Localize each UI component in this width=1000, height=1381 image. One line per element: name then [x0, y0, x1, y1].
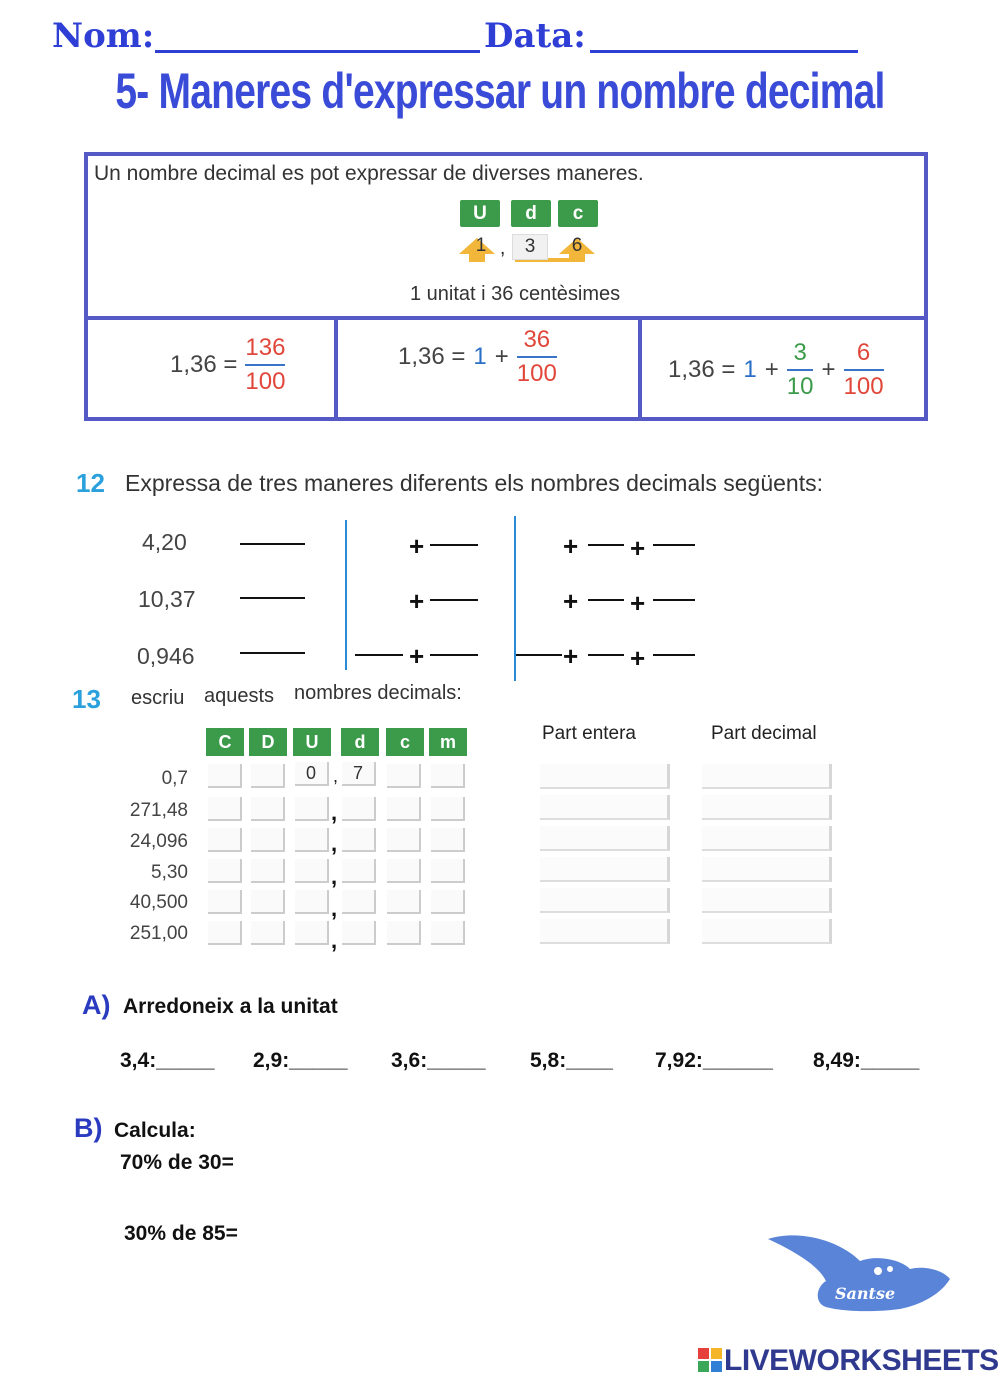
section-b-letter: B): [74, 1113, 103, 1143]
grid-cell[interactable]: [431, 921, 465, 945]
eq2-fraction: [517, 326, 557, 388]
part-entera-cell[interactable]: [540, 857, 670, 882]
grid-cell[interactable]: [387, 828, 421, 852]
eq2-numerator: 36: [523, 326, 551, 353]
round-item-2[interactable]: 2,9:_____: [253, 1049, 348, 1072]
grid-cell[interactable]: [251, 890, 285, 914]
grid-cell[interactable]: [295, 921, 329, 945]
name-label: Nom:: [52, 16, 155, 56]
ex12-row-2-plus-c2: +: [630, 588, 646, 618]
grid-cell[interactable]: [431, 797, 465, 821]
header-tile-c: c: [386, 728, 424, 756]
fraction-bar: [245, 364, 285, 366]
ex12-row-3-number: 0,946: [137, 643, 195, 669]
ex12-row-2-blank-c2[interactable]: [653, 599, 695, 601]
ex12-row-1-blank-c2[interactable]: [653, 544, 695, 546]
eq2-plus: +: [494, 343, 509, 370]
round-item-3[interactable]: 3,6:_____: [391, 1049, 486, 1072]
grid-cell[interactable]: [342, 890, 376, 914]
ex13-row-3-number: 24,096: [129, 831, 188, 852]
ex12-row-3-plus-c2: +: [630, 643, 646, 673]
eq3-whole: 1: [743, 356, 757, 383]
grid-cell[interactable]: [208, 828, 242, 852]
ex12-row-2-number: 10,37: [138, 586, 196, 612]
grid-cell[interactable]: [431, 828, 465, 852]
equation-3: [668, 339, 884, 401]
grid-cell[interactable]: [295, 797, 329, 821]
date-label: Data:: [484, 16, 586, 56]
grid-cell[interactable]: [295, 890, 329, 914]
part-entera-cell[interactable]: [540, 888, 670, 913]
liveworksheets-brand[interactable]: LIVEWORKSHEETS: [724, 1344, 999, 1377]
ex12-row-3-blank-b[interactable]: [430, 654, 478, 656]
ex12-row-1-plus-c1: +: [563, 531, 579, 561]
header-tile-C: C: [206, 728, 244, 756]
ex12-row-1-blank-a[interactable]: [240, 543, 305, 545]
eq1-numerator: 136: [245, 334, 286, 361]
fraction-bar: [844, 369, 884, 371]
ex12-row-3-blank-c1[interactable]: [588, 654, 624, 656]
part-decimal-cell[interactable]: [702, 764, 832, 789]
eq3-numerator-1: 3: [793, 339, 807, 366]
percent-item-1[interactable]: 70% de 30=: [120, 1151, 234, 1174]
grid-cell[interactable]: [387, 797, 421, 821]
grid-cell[interactable]: [208, 764, 242, 788]
part-decimal-cell[interactable]: [702, 857, 832, 882]
grid-cell[interactable]: [251, 828, 285, 852]
ex12-row-1-plus-c2: +: [630, 533, 646, 563]
section-b-title: Calcula:: [114, 1119, 196, 1142]
round-item-5[interactable]: 7,92:______: [655, 1049, 773, 1072]
section-a-letter: A): [82, 990, 111, 1020]
grid-cell[interactable]: [251, 859, 285, 883]
part-decimal-cell[interactable]: [702, 826, 832, 851]
eq2-whole: 1: [473, 343, 487, 370]
exercise-13-text-1: escriu: [131, 687, 185, 709]
signature-text: Santse: [835, 1284, 896, 1303]
percent-item-2[interactable]: 30% de 85=: [124, 1222, 238, 1245]
ex12-row-2-blank-a[interactable]: [240, 597, 305, 599]
exercise-13-text-3: nombres decimals:: [294, 682, 462, 704]
grid-cell[interactable]: [387, 764, 421, 788]
ex12-row-1-number: 4,20: [142, 529, 187, 555]
tile-tenths: d: [511, 200, 551, 227]
grid-cell[interactable]: [431, 890, 465, 914]
ex13-row-6-number: 251,00: [129, 923, 188, 944]
divider-1: [345, 520, 347, 670]
ex12-row-2-blank-c1[interactable]: [588, 599, 624, 601]
divider-2: [514, 516, 516, 681]
grid-cell[interactable]: [342, 797, 376, 821]
intro-caption: 1 unitat i 36 centèsimes: [410, 283, 621, 305]
ex13-row-4-number: 5,30: [151, 862, 188, 883]
grid-cell[interactable]: [387, 921, 421, 945]
eq3-plus-1: +: [764, 356, 779, 383]
digit-unit: 1: [475, 235, 487, 256]
ex12-row-3-blank-b0[interactable]: [355, 654, 403, 656]
exercise-12-text: Expressa de tres maneres diferents els nombres decimals següents:: [125, 470, 823, 496]
eq3-denominator-1: 10: [786, 373, 814, 400]
grid-cell[interactable]: [387, 859, 421, 883]
digit-hundredths: 6: [571, 235, 583, 256]
grid-comma: ,: [331, 831, 338, 856]
ex12-row-1-plus-b: +: [409, 531, 425, 561]
ex12-row-2-plus-c1: +: [563, 586, 579, 616]
grid-cell[interactable]: [251, 921, 285, 945]
eq1-lhs: 1,36 =: [170, 351, 238, 378]
fraction-bar: [517, 356, 557, 358]
grid-comma: ,: [331, 864, 338, 889]
round-item-4[interactable]: 5,8:____: [530, 1049, 613, 1072]
ex12-row-3-blank-c0[interactable]: [516, 654, 562, 656]
ex12-row-1-blank-b[interactable]: [430, 544, 478, 546]
part-entera-cell[interactable]: [540, 919, 670, 944]
eq2-denominator: 100: [516, 360, 557, 387]
part-decimal-cell[interactable]: [702, 919, 832, 944]
ex13-row-5-number: 40,500: [129, 892, 188, 913]
grid-cell[interactable]: [251, 764, 285, 788]
page-title: 5- Maneres d'expressar un nombre decimal: [115, 63, 885, 119]
round-item-1[interactable]: 3,4:_____: [120, 1049, 215, 1072]
grid-cell[interactable]: [431, 859, 465, 883]
ex12-row-2-plus-b: +: [409, 586, 425, 616]
exercise-13-number: 13: [72, 684, 101, 714]
header-tile-m: m: [429, 728, 467, 756]
logo-eye-icon: [887, 1266, 893, 1272]
eq3-plus-2: +: [821, 356, 836, 383]
eq2-lhs: 1,36 =: [398, 343, 466, 370]
ex13-row-1-number: 0,7: [161, 768, 188, 789]
date-blank-line[interactable]: [590, 50, 858, 53]
part-decimal-label: Part decimal: [711, 723, 817, 744]
ex12-row-1-blank-c1[interactable]: [588, 544, 624, 546]
header-tile-U: U: [293, 728, 331, 756]
intro-text: Un nombre decimal es pot expressar de diverses maneres.: [94, 162, 644, 185]
grid-cell[interactable]: [208, 859, 242, 883]
ex12-row-3-blank-c2[interactable]: [653, 654, 695, 656]
eq1-denominator: 100: [245, 368, 286, 395]
tile-hundredths: c: [558, 200, 598, 227]
section-a-title: Arredoneix a la unitat: [123, 995, 338, 1018]
grid-cell[interactable]: [431, 764, 465, 788]
ex12-row-3-plus-c1: +: [563, 641, 579, 671]
grid-cell[interactable]: [342, 921, 376, 945]
ex12-row-3-plus-b: +: [409, 641, 425, 671]
digit-comma: ,: [500, 238, 506, 259]
logo-eye-icon: [874, 1267, 882, 1275]
grid-cell[interactable]: [251, 797, 285, 821]
example-comma: ,: [333, 766, 339, 786]
grid-cell[interactable]: [295, 859, 329, 883]
part-entera-cell[interactable]: [540, 826, 670, 851]
grid-cell[interactable]: [342, 828, 376, 852]
exercise-12-number: 12: [76, 468, 105, 498]
header-tile-D: D: [249, 728, 287, 756]
part-decimal-cell[interactable]: [702, 888, 832, 913]
grid-cell-example-tenths: 7: [342, 762, 376, 786]
header-tile-d: d: [341, 728, 379, 756]
part-entera-cell[interactable]: [540, 764, 670, 789]
equation-2: [398, 326, 557, 388]
santse-logo: [760, 1225, 955, 1317]
grid-cell[interactable]: [208, 921, 242, 945]
grid-cell[interactable]: [208, 797, 242, 821]
fraction-bar: [787, 369, 814, 371]
grid-comma: ,: [331, 800, 338, 825]
liveworksheets-icon: [698, 1348, 722, 1372]
round-item-6[interactable]: 8,49:_____: [813, 1049, 920, 1072]
ex12-row-2-blank-b[interactable]: [430, 599, 478, 601]
eq1-fraction: [245, 334, 285, 396]
digit-tenths: 3: [512, 234, 548, 260]
part-entera-label: Part entera: [542, 723, 636, 744]
part-decimal-cell[interactable]: [702, 795, 832, 820]
ex12-row-3-blank-a[interactable]: [240, 652, 305, 654]
eq3-fraction-1: [787, 339, 814, 401]
eq3-denominator-2: 100: [843, 373, 884, 400]
name-blank-line[interactable]: [155, 50, 480, 53]
eq3-fraction-2: [844, 339, 884, 401]
ex13-row-2-number: 271,48: [129, 800, 188, 821]
eq3-numerator-2: 6: [856, 339, 871, 366]
tile-unit: U: [460, 200, 500, 227]
exercise-13-text-2: aquests: [204, 685, 275, 707]
grid-cell[interactable]: [387, 890, 421, 914]
equation-1: [170, 334, 285, 396]
grid-cell-example-unit: 0: [295, 762, 329, 786]
grid-cell[interactable]: [208, 890, 242, 914]
grid-comma: ,: [331, 928, 338, 953]
grid-comma: ,: [331, 896, 338, 921]
eq3-lhs: 1,36 =: [668, 356, 736, 383]
grid-cell[interactable]: [295, 828, 329, 852]
part-entera-cell[interactable]: [540, 795, 670, 820]
grid-cell[interactable]: [342, 859, 376, 883]
